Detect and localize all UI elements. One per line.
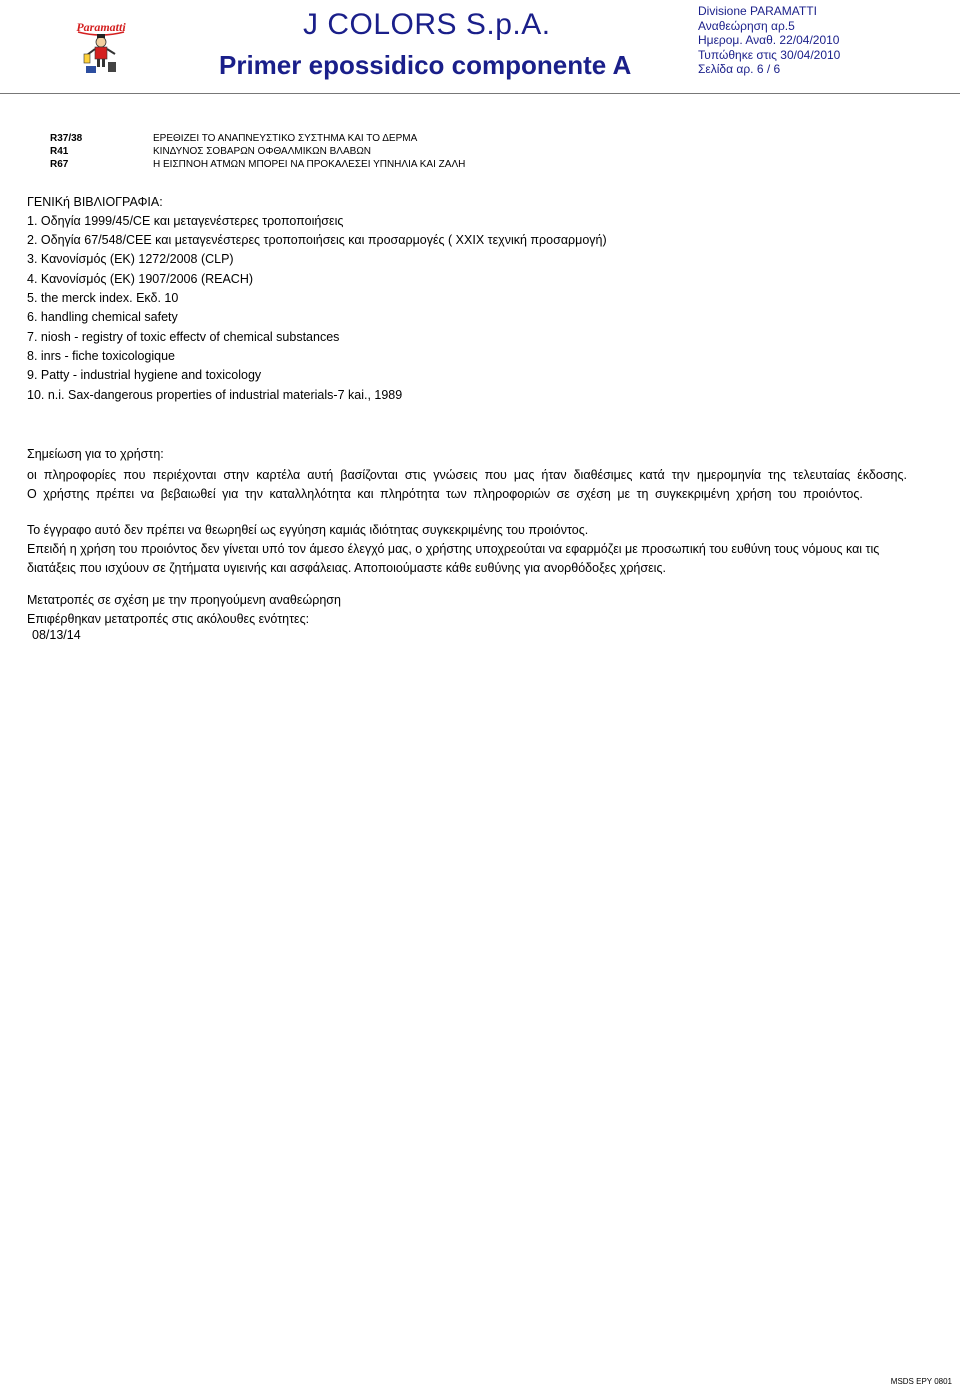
bibliography-item: 2. Οδηγία 67/548/CEE και μεταγενέστερες τροποποιήσεις και προσαρμογές ( XXIX τεχνική προσαρμογή) [27,233,607,247]
division-label: Divisione PARAMATTI [698,4,817,18]
paramatti-logo [72,18,130,74]
bibliography-item: 3. Κανονίσμός (ΕΚ) 1272/2008 (CLP) [27,252,234,266]
page-header [0,0,960,96]
bibliography-item: 9. Patty - industrial hygiene and toxicology [27,368,262,382]
print-date: Τυπώθηκε στις 30/04/2010 [698,47,841,62]
revision-number: Αναθεώρηση αρ.5 [698,18,795,33]
changes-heading: Μετατροπές σε σχέση με την προηγούμενη αναθεώρηση [27,593,341,607]
bibliography-title: ΓΕΝΙΚή ΒΙΒΛΙΟΓΡΑΦΙΑ: [27,195,163,209]
svg-text:Paramatti: Paramatti [76,20,126,34]
page-number: Σελίδα αρ. 6 / 6 [698,62,781,76]
bibliography-item: 7. niosh - registry of toxic effectv of chemical substances [27,330,340,344]
r-phrase-text: ΚΙΝΔΥΝΟΣ ΣΟΒΑΡΩΝ ΟΦΘΑΛΜΙΚΩΝ ΒΛΑΒΩΝ [153,146,372,157]
r-phrase-code: R41 [50,146,69,157]
header-divider [0,93,960,94]
bibliography-item: 5. the merck index. Εκδ. 10 [27,291,179,305]
r-phrase-text: ΕΡΕΘΙΖΕΙ ΤΟ ΑΝΑΠΝΕΥΣΤΙΚΟ ΣΥΣΤΗΜΑ ΚΑΙ ΤΟ ΔΕΡΜΑ [153,133,418,144]
user-note-paragraph: Επειδή η χρήση του προιόντος δεν γίνεται υπό τον άμεσο έλεγχό μας, ο χρήστης υποχρεούται να εφαρμόζει με προσωπική του ευθύνη τους νόμους και τις διατάξεις που ισχύουν σε ζητήματα υγιεινής και ασφάλειας. Αποποιούμαστε κάθε ευθύνης για ανορθόδοξες χρήσεις. [27,542,880,575]
bibliography-item: 8. inrs - fiche toxicologique [27,349,175,363]
changes-sections-label: Επιφέρθηκαν μετατροπές στις ακόλουθες ενότητες: [27,612,310,626]
user-note-paragraph: οι πληροφορίες που περιέχονται στην καρτέλα αυτή βασίζονται στις γνώσεις που μας ήταν διαθέσιμες κατά την ημερομηνία της τελευταίας έκδοσης. Ο χρήστης πρέπει να βεβαιωθεί για την καταλληλότητα και πληρότητα των πληροφοριών σε σχέση με τη συγκεκριμένη χρήση του προιόντος. [27,468,907,501]
bibliography-item: 1. Οδηγία 1999/45/CE και μεταγενέστερες τροποποιήσεις [27,214,344,228]
bibliography-item: 4. Κανονίσμός (ΕΚ) 1907/2006 (REACH) [27,272,254,286]
r-phrase-code: R37/38 [50,133,83,144]
changed-sections-list: 08/13/14 [32,628,81,642]
r-phrase-text: Η ΕΙΣΠΝΟΗ ΑΤΜΩΝ ΜΠΟΡΕΙ ΝΑ ΠΡΟΚΑΛΕΣΕΙ ΥΠΝΗΛΙΑ ΚΑΙ ΖΑΛΗ [153,159,466,170]
user-note-paragraph: Το έγγραφο αυτό δεν πρέπει να θεωρηθεί ως εγγύηση καμιάς ιδιότητας συγκεκριμένης του προιόντος. [27,523,589,537]
r-phrase-code: R67 [50,159,69,170]
document-title: Primer epossidico componente A [219,50,632,80]
revision-date: Ημερομ. Αναθ. 22/04/2010 [698,33,840,47]
company-name: J COLORS S.p.A. [303,8,551,41]
header-meta [698,4,840,77]
footer-document-code: MSDS EPY 0801 [890,1377,952,1386]
bibliography-item: 10. n.i. Sax-dangerous properties of industrial materials-7 kai., 1989 [27,388,403,402]
user-note-heading: Σημείωση για το χρήστη: [27,447,164,461]
bibliography-item: 6. handling chemical safety [27,310,178,324]
